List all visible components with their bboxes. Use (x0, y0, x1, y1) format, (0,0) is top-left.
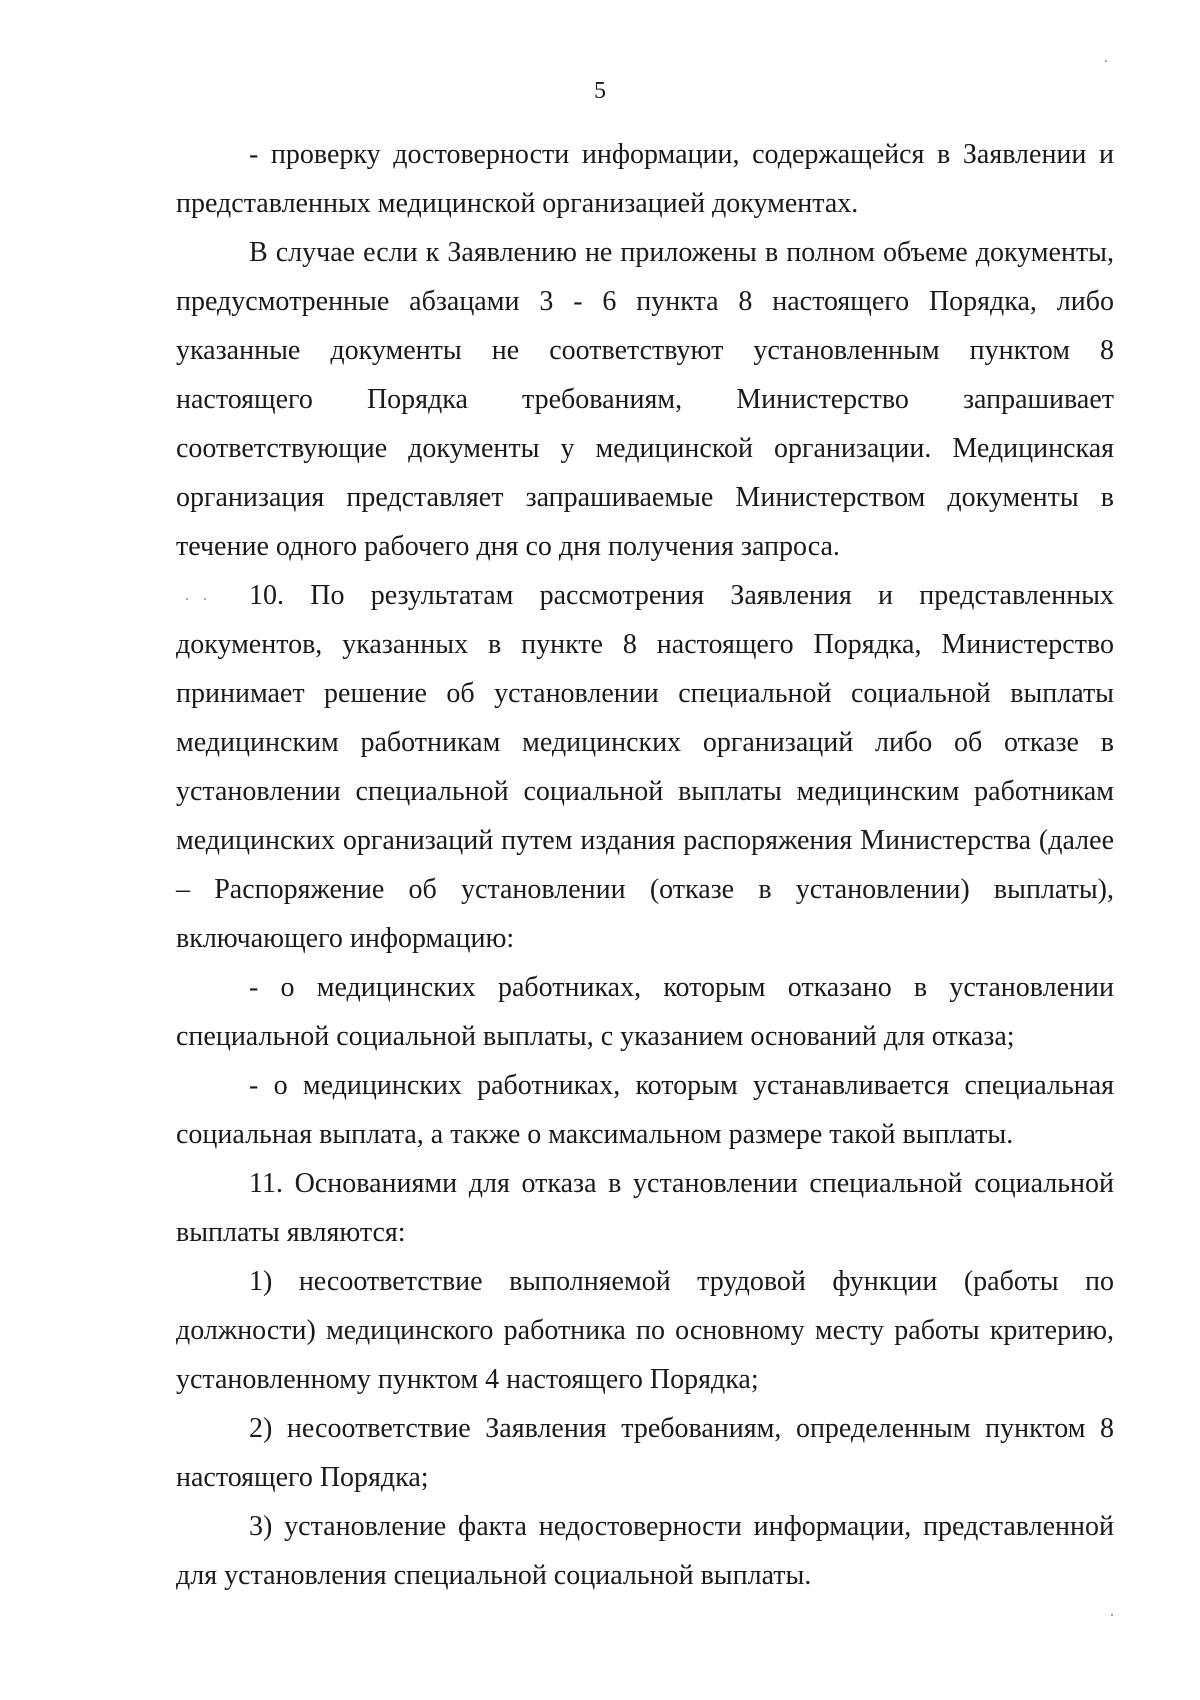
scan-speck (204, 598, 206, 600)
scan-speck (1111, 1614, 1113, 1616)
paragraph-item-10: 10. По результатам рассмотрения Заявления и представленных документов, указанных в пункте 8 настоящего Порядка, Министерство принимает решение об установлении специальной социальной выплаты медицинским работникам медицинских организаций либо об отказе в установлении специальной социальной выплаты медицинским работникам медицинских организаций путем издания распоряжения Министерства (далее – Распоряжение об установлении (отказе в установлении) выплаты), включающего информацию: (176, 580, 1114, 954)
paragraph-verification: - проверку достоверности информации, содержащейся в Заявлении и представленных медицинской организацией документах. (176, 139, 1114, 219)
paragraph-approved-workers: - о медицинских работниках, которым устанавливается специальная социальная выплата, а также о максимальном размере такой выплаты. (176, 1070, 1114, 1150)
paragraph-item-11: 11. Основаниями для отказа в установлении специальной социальной выплаты являются: (176, 1168, 1114, 1248)
paragraph-ground-2: 2) несоответствие Заявления требованиям, определенным пунктом 8 настоящего Порядка; (176, 1413, 1114, 1493)
paragraph-ground-3: 3) установление факта недостоверности информации, представленной для установления специальной социальной выплаты. (176, 1511, 1114, 1591)
paragraph-refused-workers: - о медицинских работниках, которым отказано в установлении специальной социальной выплаты, с указанием оснований для отказа; (176, 972, 1114, 1052)
scan-speck (186, 598, 188, 600)
paragraph-ground-1: 1) несоответствие выполняемой трудовой функции (работы по должности) медицинского работника по основному месту работы критерию, установленному пунктом 4 настоящего Порядка; (176, 1266, 1114, 1395)
page-number: 5 (594, 78, 606, 104)
paragraph-missing-documents: В случае если к Заявлению не приложены в полном объеме документы, предусмотренные абзацами 3 - 6 пункта 8 настоящего Порядка, либо указанные документы не соответствуют установленным пунктом 8 настоящего Порядка требованиям, Министерство запрашивает соответствующие документы у медицинской организации. Медицинская организация представляет запрашиваемые Министерством документы в течение одного рабочего дня со дня получения запроса. (176, 237, 1114, 562)
scan-speck (1105, 60, 1107, 62)
document-body (176, 130, 1114, 1600)
